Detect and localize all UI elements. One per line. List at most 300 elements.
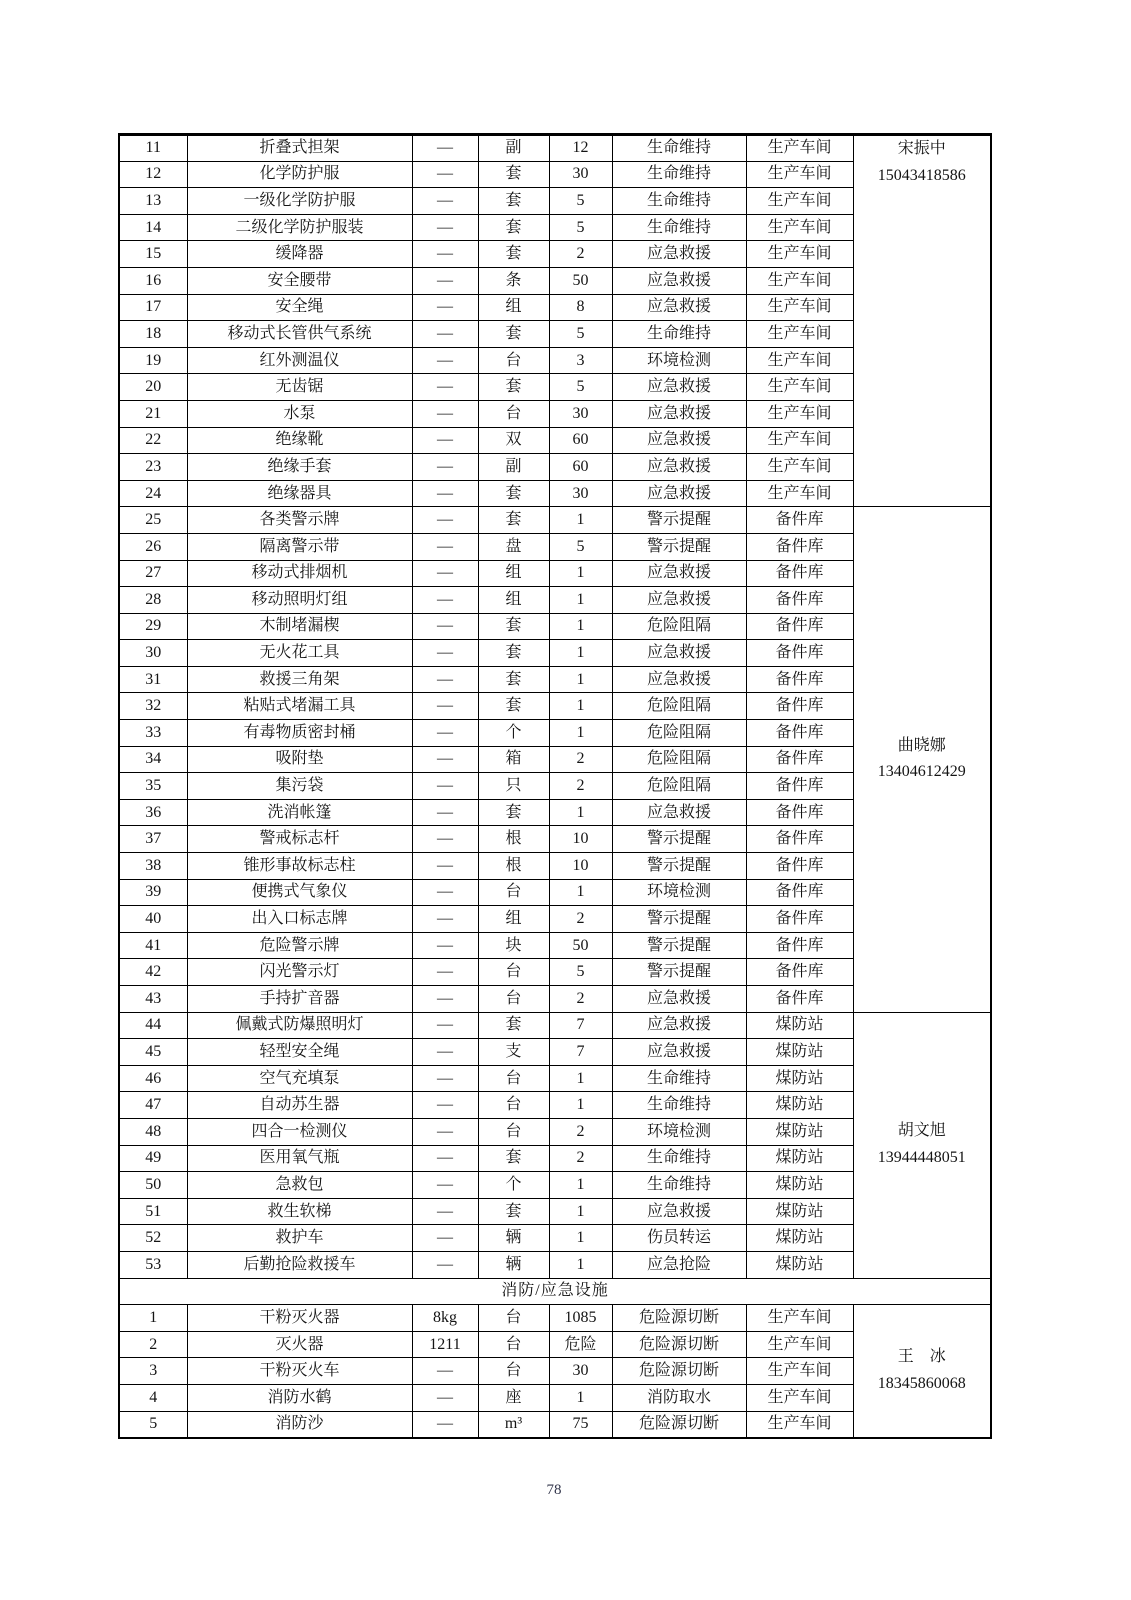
cell-item-name: 救护车 (187, 1225, 412, 1252)
cell-spec: — (412, 613, 478, 640)
cell-location: 生产车间 (746, 1358, 853, 1385)
cell-location: 生产车间 (746, 347, 853, 374)
page-number: 78 (546, 1482, 562, 1498)
cell-unit: 台 (478, 986, 549, 1013)
cell-quantity: 2 (549, 906, 612, 933)
cell-quantity: 60 (549, 454, 612, 481)
cell-unit: 套 (478, 507, 549, 534)
cell-item-name: 警戒标志杆 (187, 826, 412, 853)
cell-index: 15 (119, 241, 187, 268)
cell-item-name: 红外测温仪 (187, 347, 412, 374)
cell-quantity: 2 (549, 986, 612, 1013)
cell-purpose: 应急救援 (612, 1198, 746, 1225)
cell-location: 备件库 (746, 932, 853, 959)
cell-purpose: 应急救援 (612, 1012, 746, 1039)
cell-purpose: 警示提醒 (612, 533, 746, 560)
cell-location: 生产车间 (746, 374, 853, 401)
cell-index: 49 (119, 1145, 187, 1172)
cell-quantity: 7 (549, 1012, 612, 1039)
cell-unit: 台 (478, 347, 549, 374)
cell-index: 5 (119, 1411, 187, 1438)
cell-item-name: 锥形事故标志柱 (187, 853, 412, 880)
cell-index: 43 (119, 986, 187, 1013)
cell-index: 47 (119, 1092, 187, 1119)
cell-item-name: 自动苏生器 (187, 1092, 412, 1119)
contact-name: 胡文旭 (897, 1122, 946, 1140)
table-row (119, 1012, 991, 1039)
cell-unit: 套 (478, 161, 549, 188)
cell-spec: — (412, 374, 478, 401)
table-row (119, 135, 991, 162)
cell-index: 52 (119, 1225, 187, 1252)
cell-location: 备件库 (746, 613, 853, 640)
cell-spec: — (412, 400, 478, 427)
cell-unit: 台 (478, 1331, 549, 1358)
cell-unit: 辆 (478, 1225, 549, 1252)
cell-quantity: 8 (549, 294, 612, 321)
cell-item-name: 缓降器 (187, 241, 412, 268)
cell-spec: — (412, 666, 478, 693)
cell-unit: 双 (478, 427, 549, 454)
cell-location: 备件库 (746, 587, 853, 614)
cell-purpose: 危险阻隔 (612, 693, 746, 720)
cell-unit: 套 (478, 666, 549, 693)
cell-index: 45 (119, 1039, 187, 1066)
cell-quantity: 2 (549, 1118, 612, 1145)
cell-index: 40 (119, 906, 187, 933)
cell-purpose: 伤员转运 (612, 1225, 746, 1252)
cell-location: 生产车间 (746, 480, 853, 507)
cell-index: 18 (119, 321, 187, 348)
contact-cell (853, 1012, 991, 1278)
cell-unit: 台 (478, 1358, 549, 1385)
cell-purpose: 应急抢险 (612, 1251, 746, 1278)
cell-item-name: 化学防护服 (187, 161, 412, 188)
contact-name: 宋振中 (897, 140, 946, 157)
cell-item-name: 急救包 (187, 1172, 412, 1199)
cell-unit: 根 (478, 826, 549, 853)
cell-location: 煤防站 (746, 1092, 853, 1119)
cell-item-name: 消防沙 (187, 1411, 412, 1438)
cell-quantity: 1 (549, 1251, 612, 1278)
cell-quantity: 1 (549, 640, 612, 667)
cell-unit: 根 (478, 853, 549, 880)
cell-purpose: 应急救援 (612, 986, 746, 1013)
cell-unit: 座 (478, 1384, 549, 1411)
cell-quantity: 1 (549, 1198, 612, 1225)
cell-spec: — (412, 427, 478, 454)
section-header-cell: 消防/应急设施 (119, 1278, 991, 1305)
cell-quantity: 1 (549, 507, 612, 534)
cell-index: 46 (119, 1065, 187, 1092)
cell-quantity: 5 (549, 374, 612, 401)
cell-index: 34 (119, 746, 187, 773)
cell-quantity: 7 (549, 1039, 612, 1066)
cell-location: 备件库 (746, 693, 853, 720)
cell-location: 备件库 (746, 773, 853, 800)
cell-unit: 套 (478, 1198, 549, 1225)
cell-location: 备件库 (746, 666, 853, 693)
cell-index: 22 (119, 427, 187, 454)
cell-purpose: 危险源切断 (612, 1358, 746, 1385)
cell-location: 备件库 (746, 826, 853, 853)
cell-purpose: 警示提醒 (612, 826, 746, 853)
cell-location: 煤防站 (746, 1172, 853, 1199)
cell-purpose: 应急救援 (612, 480, 746, 507)
cell-purpose: 生命维持 (612, 214, 746, 241)
cell-purpose: 生命维持 (612, 188, 746, 215)
cell-spec: — (412, 1384, 478, 1411)
cell-unit: 台 (478, 879, 549, 906)
cell-index: 1 (119, 1305, 187, 1332)
cell-index: 2 (119, 1331, 187, 1358)
cell-unit: 套 (478, 321, 549, 348)
cell-spec: — (412, 1065, 478, 1092)
cell-unit: 套 (478, 1012, 549, 1039)
cell-unit: 盘 (478, 533, 549, 560)
cell-unit: 组 (478, 294, 549, 321)
cell-index: 33 (119, 720, 187, 747)
cell-quantity: 1 (549, 1225, 612, 1252)
cell-quantity: 30 (549, 1358, 612, 1385)
cell-purpose: 危险阻隔 (612, 746, 746, 773)
cell-quantity: 1 (549, 720, 612, 747)
contact-cell (853, 1305, 991, 1438)
cell-quantity: 5 (549, 188, 612, 215)
cell-index: 16 (119, 267, 187, 294)
cell-spec: — (412, 267, 478, 294)
cell-unit: 套 (478, 374, 549, 401)
cell-quantity: 危险 (549, 1331, 612, 1358)
cell-purpose: 生命维持 (612, 1065, 746, 1092)
cell-location: 备件库 (746, 560, 853, 587)
cell-unit: 台 (478, 1118, 549, 1145)
cell-purpose: 环境检测 (612, 1118, 746, 1145)
cell-spec: — (412, 1092, 478, 1119)
cell-item-name: 救援三角架 (187, 666, 412, 693)
cell-item-name: 危险警示牌 (187, 932, 412, 959)
cell-quantity: 1 (549, 613, 612, 640)
cell-item-name: 木制堵漏楔 (187, 613, 412, 640)
cell-purpose: 消防取水 (612, 1384, 746, 1411)
cell-index: 17 (119, 294, 187, 321)
cell-purpose: 应急救援 (612, 374, 746, 401)
cell-spec: — (412, 533, 478, 560)
cell-quantity: 1085 (549, 1305, 612, 1332)
cell-location: 备件库 (746, 746, 853, 773)
cell-quantity: 2 (549, 1145, 612, 1172)
cell-index: 51 (119, 1198, 187, 1225)
cell-item-name: 水泵 (187, 400, 412, 427)
cell-quantity: 50 (549, 267, 612, 294)
cell-unit: 台 (478, 1065, 549, 1092)
cell-location: 生产车间 (746, 1411, 853, 1438)
cell-spec: — (412, 906, 478, 933)
cell-spec: — (412, 773, 478, 800)
cell-index: 32 (119, 693, 187, 720)
cell-purpose: 危险源切断 (612, 1331, 746, 1358)
contact-phone: 13404612429 (877, 763, 966, 781)
cell-location: 煤防站 (746, 1198, 853, 1225)
cell-item-name: 安全绳 (187, 294, 412, 321)
cell-item-name: 佩戴式防爆照明灯 (187, 1012, 412, 1039)
cell-spec: — (412, 720, 478, 747)
cell-unit: 条 (478, 267, 549, 294)
cell-index: 36 (119, 799, 187, 826)
cell-location: 备件库 (746, 853, 853, 880)
cell-index: 38 (119, 853, 187, 880)
cell-spec: — (412, 241, 478, 268)
cell-index: 13 (119, 188, 187, 215)
cell-spec: — (412, 932, 478, 959)
cell-item-name: 干粉灭火车 (187, 1358, 412, 1385)
contact-name: 曲晓娜 (897, 736, 946, 754)
cell-quantity: 1 (549, 879, 612, 906)
cell-location: 生产车间 (746, 427, 853, 454)
cell-spec: — (412, 879, 478, 906)
cell-location: 煤防站 (746, 1065, 853, 1092)
cell-unit: 套 (478, 799, 549, 826)
cell-unit: 台 (478, 1305, 549, 1332)
cell-spec: — (412, 1198, 478, 1225)
cell-spec: — (412, 826, 478, 853)
cell-purpose: 生命维持 (612, 1145, 746, 1172)
cell-index: 28 (119, 587, 187, 614)
cell-purpose: 危险源切断 (612, 1411, 746, 1438)
cell-unit: 个 (478, 720, 549, 747)
cell-item-name: 灭火器 (187, 1331, 412, 1358)
cell-spec: — (412, 1225, 478, 1252)
cell-purpose: 应急救援 (612, 427, 746, 454)
cell-spec: — (412, 1411, 478, 1438)
cell-location: 煤防站 (746, 1039, 853, 1066)
cell-location: 煤防站 (746, 1012, 853, 1039)
cell-purpose: 生命维持 (612, 1092, 746, 1119)
cell-quantity: 10 (549, 826, 612, 853)
cell-index: 19 (119, 347, 187, 374)
cell-location: 生产车间 (746, 294, 853, 321)
cell-purpose: 危险阻隔 (612, 613, 746, 640)
cell-item-name: 绝缘器具 (187, 480, 412, 507)
contact-name: 王 冰 (897, 1348, 946, 1366)
cell-unit: 支 (478, 1039, 549, 1066)
cell-index: 12 (119, 161, 187, 188)
cell-quantity: 2 (549, 746, 612, 773)
cell-unit: 套 (478, 480, 549, 507)
cell-unit: 个 (478, 1172, 549, 1199)
contact-cell (853, 507, 991, 1012)
cell-quantity: 50 (549, 932, 612, 959)
cell-location: 备件库 (746, 799, 853, 826)
cell-unit: 只 (478, 773, 549, 800)
cell-spec: — (412, 347, 478, 374)
cell-item-name: 消防水鹤 (187, 1384, 412, 1411)
cell-purpose: 环境检测 (612, 347, 746, 374)
cell-quantity: 2 (549, 241, 612, 268)
cell-purpose: 警示提醒 (612, 959, 746, 986)
table-row (119, 507, 991, 534)
cell-index: 44 (119, 1012, 187, 1039)
cell-unit: 台 (478, 400, 549, 427)
cell-spec: — (412, 959, 478, 986)
cell-purpose: 应急救援 (612, 1039, 746, 1066)
cell-spec: — (412, 640, 478, 667)
cell-spec: — (412, 321, 478, 348)
cell-purpose: 危险源切断 (612, 1305, 746, 1332)
cell-spec: — (412, 986, 478, 1013)
cell-unit: 台 (478, 1092, 549, 1119)
cell-item-name: 无火花工具 (187, 640, 412, 667)
cell-item-name: 四合一检测仪 (187, 1118, 412, 1145)
contact-cell (853, 135, 991, 507)
cell-spec: — (412, 1251, 478, 1278)
cell-item-name: 干粉灭火器 (187, 1305, 412, 1332)
cell-index: 53 (119, 1251, 187, 1278)
cell-spec: — (412, 214, 478, 241)
cell-item-name: 移动式长管供气系统 (187, 321, 412, 348)
cell-index: 48 (119, 1118, 187, 1145)
cell-location: 生产车间 (746, 1305, 853, 1332)
cell-spec: — (412, 507, 478, 534)
cell-location: 煤防站 (746, 1251, 853, 1278)
cell-quantity: 5 (549, 214, 612, 241)
cell-spec: — (412, 1039, 478, 1066)
cell-spec: — (412, 1358, 478, 1385)
cell-location: 备件库 (746, 879, 853, 906)
cell-unit: 辆 (478, 1251, 549, 1278)
cell-purpose: 警示提醒 (612, 853, 746, 880)
cell-index: 26 (119, 533, 187, 560)
cell-index: 29 (119, 613, 187, 640)
cell-spec: — (412, 161, 478, 188)
cell-location: 备件库 (746, 720, 853, 747)
cell-item-name: 空气充填泵 (187, 1065, 412, 1092)
cell-spec: — (412, 294, 478, 321)
cell-quantity: 1 (549, 693, 612, 720)
cell-item-name: 移动式排烟机 (187, 560, 412, 587)
cell-spec: — (412, 1172, 478, 1199)
cell-quantity: 1 (549, 799, 612, 826)
cell-purpose: 警示提醒 (612, 507, 746, 534)
cell-location: 生产车间 (746, 241, 853, 268)
cell-index: 25 (119, 507, 187, 534)
cell-purpose: 应急救援 (612, 400, 746, 427)
cell-location: 备件库 (746, 640, 853, 667)
cell-item-name: 出入口标志牌 (187, 906, 412, 933)
cell-index: 3 (119, 1358, 187, 1385)
cell-purpose: 生命维持 (612, 161, 746, 188)
cell-quantity: 5 (549, 533, 612, 560)
cell-quantity: 1 (549, 587, 612, 614)
cell-quantity: 1 (549, 1384, 612, 1411)
cell-purpose: 应急救援 (612, 587, 746, 614)
cell-item-name: 无齿锯 (187, 374, 412, 401)
cell-quantity: 1 (549, 1172, 612, 1199)
cell-index: 21 (119, 400, 187, 427)
cell-item-name: 便携式气象仪 (187, 879, 412, 906)
cell-item-name: 一级化学防护服 (187, 188, 412, 215)
cell-purpose: 警示提醒 (612, 906, 746, 933)
cell-spec: 8kg (412, 1305, 478, 1332)
cell-index: 50 (119, 1172, 187, 1199)
cell-quantity: 2 (549, 773, 612, 800)
cell-unit: 套 (478, 214, 549, 241)
cell-spec: — (412, 799, 478, 826)
cell-location: 煤防站 (746, 1145, 853, 1172)
cell-spec: — (412, 454, 478, 481)
cell-item-name: 洗消帐篷 (187, 799, 412, 826)
cell-unit: 套 (478, 241, 549, 268)
cell-location: 生产车间 (746, 214, 853, 241)
cell-quantity: 3 (549, 347, 612, 374)
cell-spec: — (412, 480, 478, 507)
cell-item-name: 集污袋 (187, 773, 412, 800)
cell-spec: — (412, 1012, 478, 1039)
cell-index: 4 (119, 1384, 187, 1411)
cell-location: 生产车间 (746, 321, 853, 348)
cell-spec: — (412, 188, 478, 215)
cell-purpose: 应急救援 (612, 267, 746, 294)
cell-quantity: 30 (549, 400, 612, 427)
cell-item-name: 闪光警示灯 (187, 959, 412, 986)
cell-quantity: 12 (549, 135, 612, 162)
cell-unit: 组 (478, 587, 549, 614)
cell-location: 备件库 (746, 533, 853, 560)
cell-item-name: 有毒物质密封桶 (187, 720, 412, 747)
cell-purpose: 警示提醒 (612, 932, 746, 959)
cell-index: 20 (119, 374, 187, 401)
cell-item-name: 救生软梯 (187, 1198, 412, 1225)
cell-index: 31 (119, 666, 187, 693)
cell-index: 24 (119, 480, 187, 507)
cell-spec: — (412, 693, 478, 720)
cell-location: 生产车间 (746, 1384, 853, 1411)
cell-purpose: 应急救援 (612, 454, 746, 481)
cell-index: 37 (119, 826, 187, 853)
cell-unit: 套 (478, 640, 549, 667)
cell-spec: — (412, 1145, 478, 1172)
cell-location: 备件库 (746, 507, 853, 534)
cell-item-name: 医用氧气瓶 (187, 1145, 412, 1172)
cell-spec: — (412, 135, 478, 162)
cell-quantity: 1 (549, 560, 612, 587)
cell-unit: 套 (478, 693, 549, 720)
cell-quantity: 75 (549, 1411, 612, 1438)
cell-index: 35 (119, 773, 187, 800)
cell-item-name: 轻型安全绳 (187, 1039, 412, 1066)
cell-purpose: 应急救援 (612, 799, 746, 826)
cell-quantity: 30 (549, 161, 612, 188)
cell-index: 27 (119, 560, 187, 587)
equipment-table (118, 133, 992, 1439)
cell-item-name: 粘贴式堵漏工具 (187, 693, 412, 720)
cell-purpose: 应急救援 (612, 560, 746, 587)
cell-unit: 台 (478, 959, 549, 986)
cell-spec: — (412, 587, 478, 614)
cell-purpose: 生命维持 (612, 135, 746, 162)
cell-location: 生产车间 (746, 161, 853, 188)
cell-quantity: 1 (549, 1065, 612, 1092)
cell-index: 30 (119, 640, 187, 667)
table-row (119, 1305, 991, 1332)
cell-spec: 1211 (412, 1331, 478, 1358)
cell-unit: 组 (478, 906, 549, 933)
cell-location: 煤防站 (746, 1118, 853, 1145)
cell-item-name: 后勤抢险救援车 (187, 1251, 412, 1278)
cell-purpose: 应急救援 (612, 241, 746, 268)
cell-location: 生产车间 (746, 267, 853, 294)
cell-purpose: 应急救援 (612, 294, 746, 321)
